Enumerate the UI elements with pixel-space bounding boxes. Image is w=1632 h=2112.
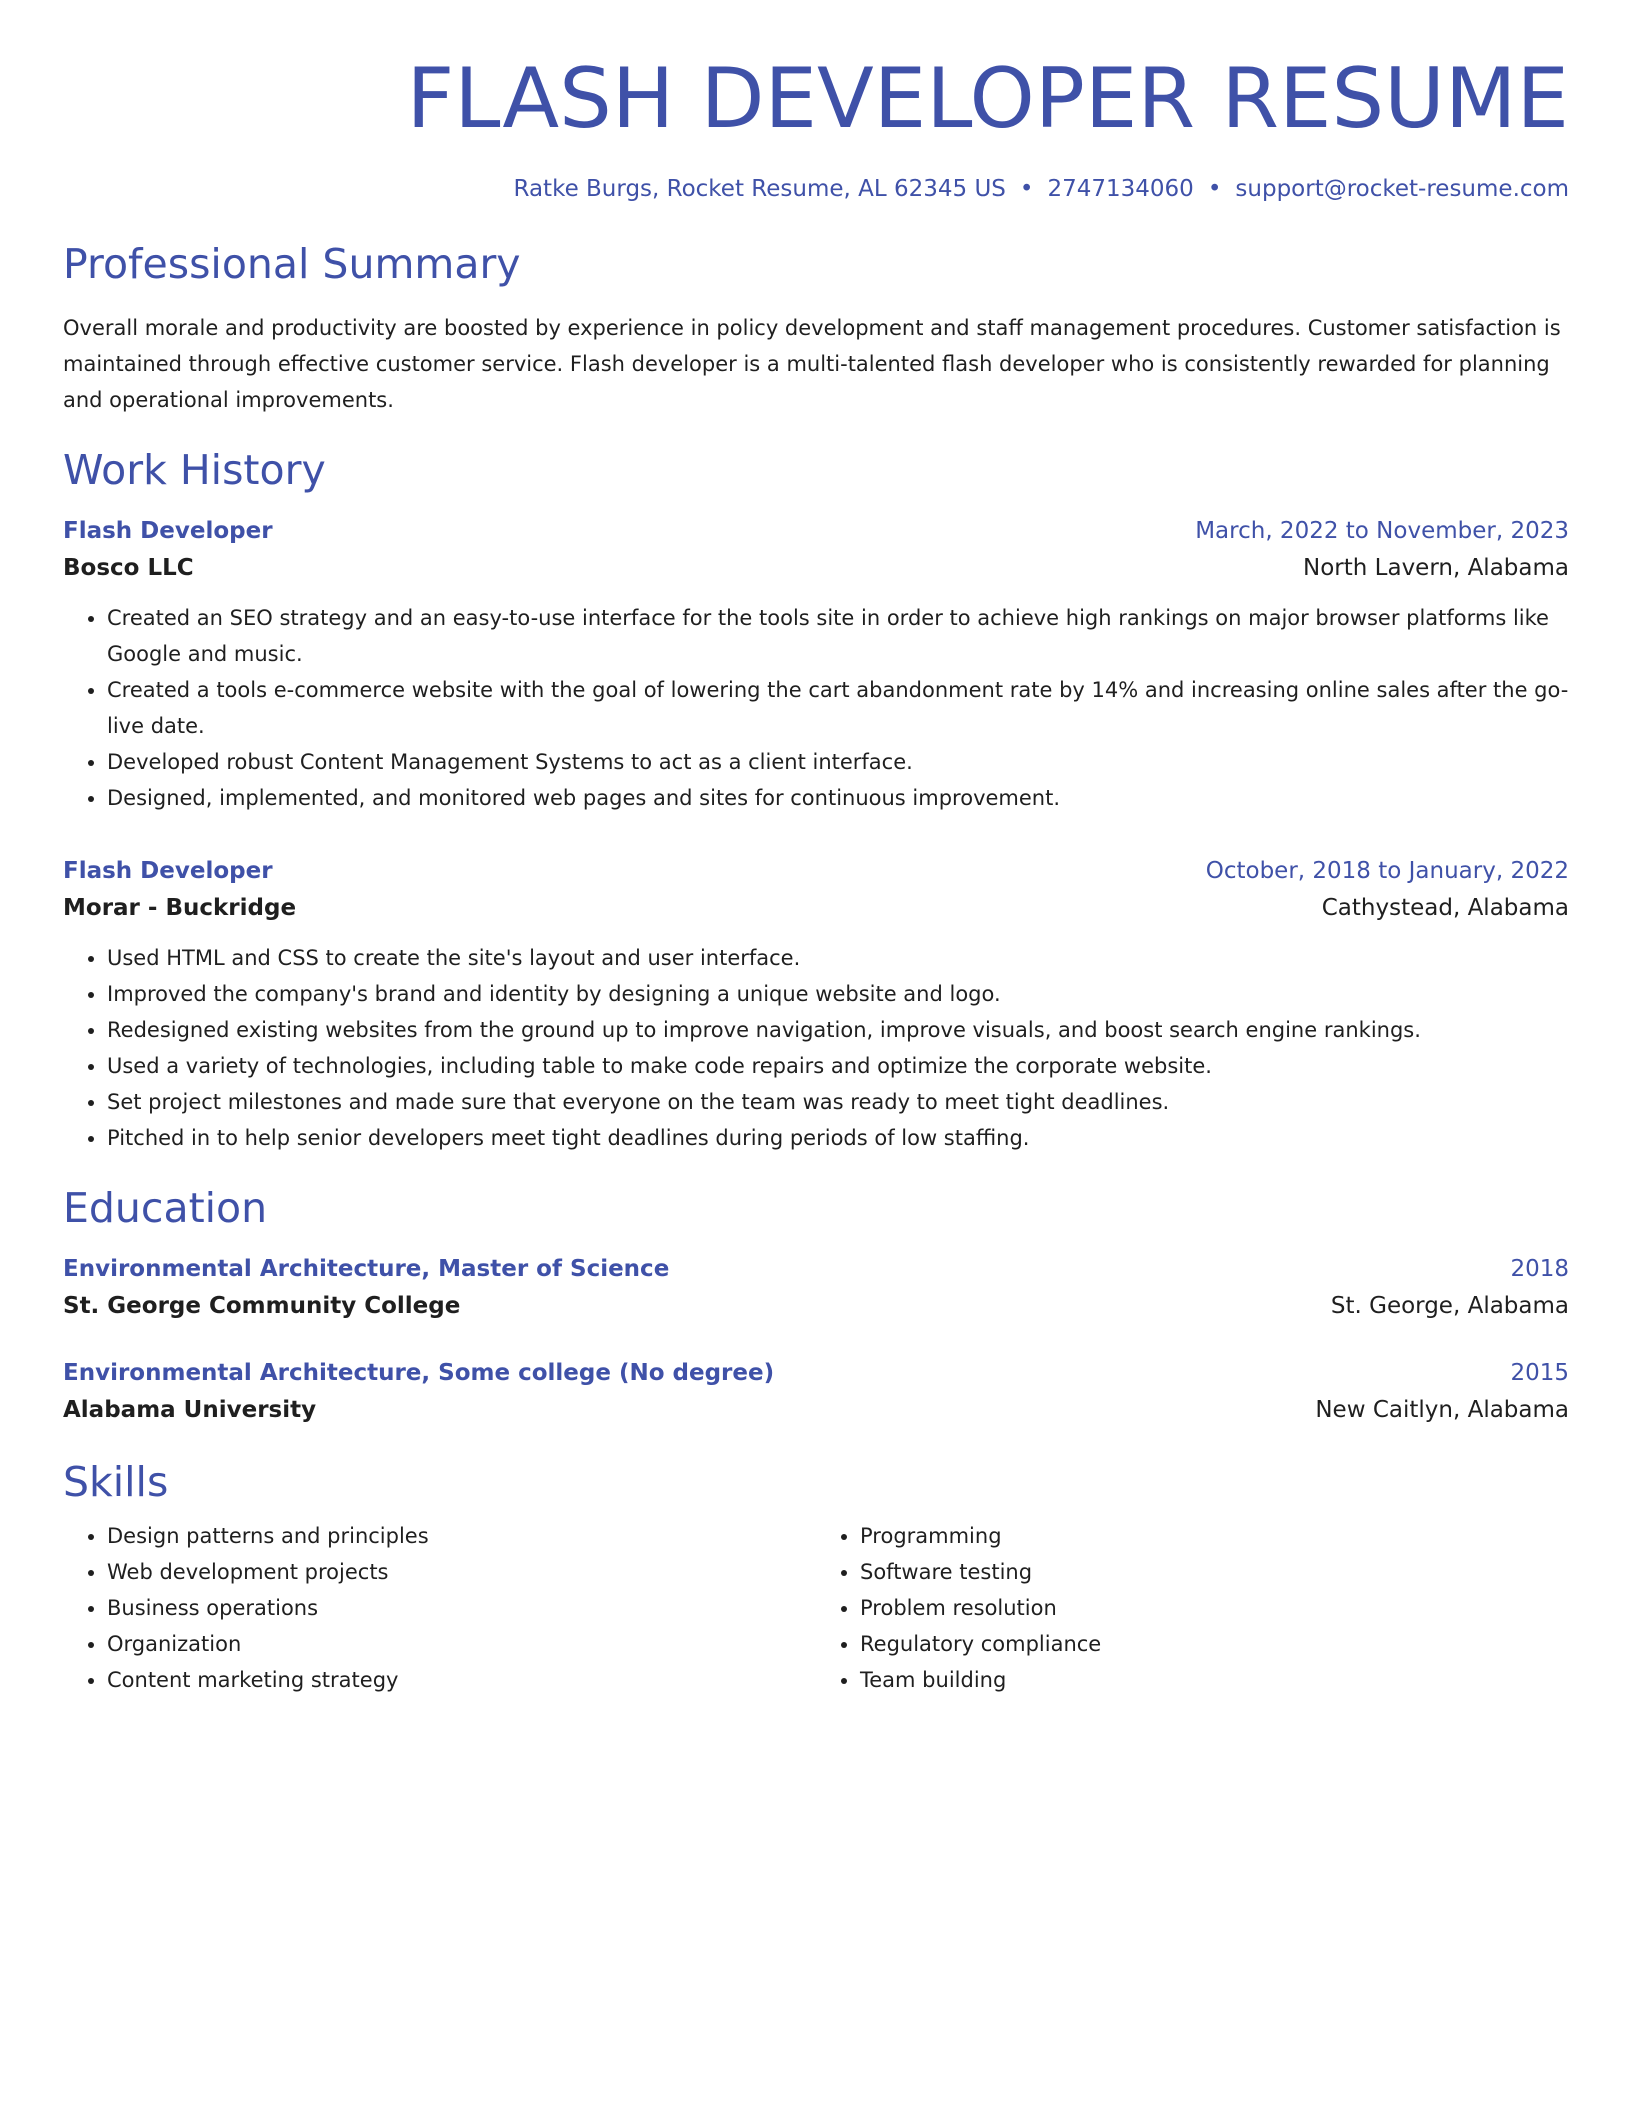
list-item: • Improved the company's brand and identity by designing a unique website and logo. bbox=[107, 976, 1569, 1012]
job-bullets bbox=[63, 940, 1569, 1156]
education-degree: Environmental Architecture, Master of Science bbox=[63, 1255, 670, 1282]
education-school: Alabama University bbox=[63, 1396, 317, 1423]
job-header-row bbox=[63, 854, 1569, 888]
list-item: • Pitched in to help senior developers meet tight deadlines during periods of low staffing. bbox=[107, 1120, 1569, 1156]
list-item: • Created a tools e-commerce website with the goal of lowering the cart abandonment rate by 14% and increasing online sales after the go-live date. bbox=[107, 672, 1569, 744]
list-item: • Team building bbox=[860, 1662, 1569, 1698]
list-item: • Web development projects bbox=[107, 1554, 816, 1590]
contact-line bbox=[63, 174, 1569, 204]
list-item: • Created an SEO strategy and an easy-to-use interface for the tools site in order to achieve high rankings on major browser platforms like Google and music. bbox=[107, 600, 1569, 672]
summary-heading: Professional Summary bbox=[63, 239, 521, 288]
skills-columns bbox=[63, 1518, 1569, 1698]
list-item: • Programming bbox=[860, 1518, 1569, 1554]
job-company-row bbox=[63, 548, 1569, 588]
list-item: • Regulatory compliance bbox=[860, 1626, 1569, 1662]
contact-phone: 2747134060 bbox=[1047, 175, 1194, 202]
education-school-row bbox=[63, 1390, 1569, 1430]
list-item: • Redesigned existing websites from the ground up to improve navigation, improve visuals, and boost search engine rankings. bbox=[107, 1012, 1569, 1048]
education-entry bbox=[63, 1252, 1569, 1326]
job-bullets bbox=[63, 600, 1569, 816]
education-heading: Education bbox=[63, 1183, 268, 1232]
list-item: • Used a variety of technologies, including table to make code repairs and optimize the corporate website. bbox=[107, 1048, 1569, 1084]
education-school: St. George Community College bbox=[63, 1292, 461, 1319]
education-header-row bbox=[63, 1252, 1569, 1286]
education-school-row bbox=[63, 1286, 1569, 1326]
summary-text: Overall morale and productivity are boosted by experience in policy development and staff management procedures. Customer satisfaction is maintained through effective customer service. Flash developer is a multi-talented flash developer who is consistently rewarded for planning and operational improvements. bbox=[63, 315, 1561, 412]
education-header-row bbox=[63, 1356, 1569, 1390]
skills-heading: Skills bbox=[63, 1457, 169, 1506]
job-location: North Lavern, Alabama bbox=[1303, 554, 1569, 581]
list-item: • Designed, implemented, and monitored web pages and sites for continuous improvement. bbox=[107, 780, 1569, 816]
job-company-row bbox=[63, 888, 1569, 928]
list-item: • Developed robust Content Management Systems to act as a client interface. bbox=[107, 744, 1569, 780]
job-company: Bosco LLC bbox=[63, 554, 194, 581]
education-location: St. George, Alabama bbox=[1330, 1292, 1569, 1319]
job-location: Cathystead, Alabama bbox=[1321, 894, 1569, 921]
job-entry bbox=[63, 854, 1569, 1156]
job-dates: March, 2022 to November, 2023 bbox=[1195, 517, 1569, 544]
education-degree: Environmental Architecture, Some college (No degree) bbox=[63, 1359, 775, 1386]
list-item: • Business operations bbox=[107, 1590, 816, 1626]
contact-address: Ratke Burgs, Rocket Resume, AL 62345 US bbox=[513, 175, 1006, 202]
education-year: 2015 bbox=[1510, 1359, 1569, 1386]
job-header-row bbox=[63, 514, 1569, 548]
job-dates: October, 2018 to January, 2022 bbox=[1205, 857, 1569, 884]
contact-email: support@rocket-resume.com bbox=[1235, 175, 1569, 202]
education-year: 2018 bbox=[1510, 1255, 1569, 1282]
list-item: • Used HTML and CSS to create the site's layout and user interface. bbox=[107, 940, 1569, 976]
contact-separator: • bbox=[1019, 175, 1034, 202]
list-item: • Design patterns and principles bbox=[107, 1518, 816, 1554]
list-item: • Problem resolution bbox=[860, 1590, 1569, 1626]
contact-separator: • bbox=[1207, 175, 1222, 202]
list-item: • Set project milestones and made sure that everyone on the team was ready to meet tight deadlines. bbox=[107, 1084, 1569, 1120]
list-item: • Software testing bbox=[860, 1554, 1569, 1590]
job-entry bbox=[63, 514, 1569, 816]
work-history-heading: Work History bbox=[63, 445, 326, 494]
skills-list-left bbox=[63, 1518, 816, 1698]
list-item: • Content marketing strategy bbox=[107, 1662, 816, 1698]
resume-header bbox=[63, 50, 1569, 204]
job-role: Flash Developer bbox=[63, 517, 273, 544]
resume-title: FLASH DEVELOPER RESUME bbox=[406, 50, 1569, 147]
job-company: Morar - Buckridge bbox=[63, 894, 297, 921]
skills-list-right bbox=[816, 1518, 1569, 1698]
list-item: • Organization bbox=[107, 1626, 816, 1662]
job-role: Flash Developer bbox=[63, 857, 273, 884]
education-entry bbox=[63, 1356, 1569, 1430]
education-location: New Caitlyn, Alabama bbox=[1315, 1396, 1569, 1423]
